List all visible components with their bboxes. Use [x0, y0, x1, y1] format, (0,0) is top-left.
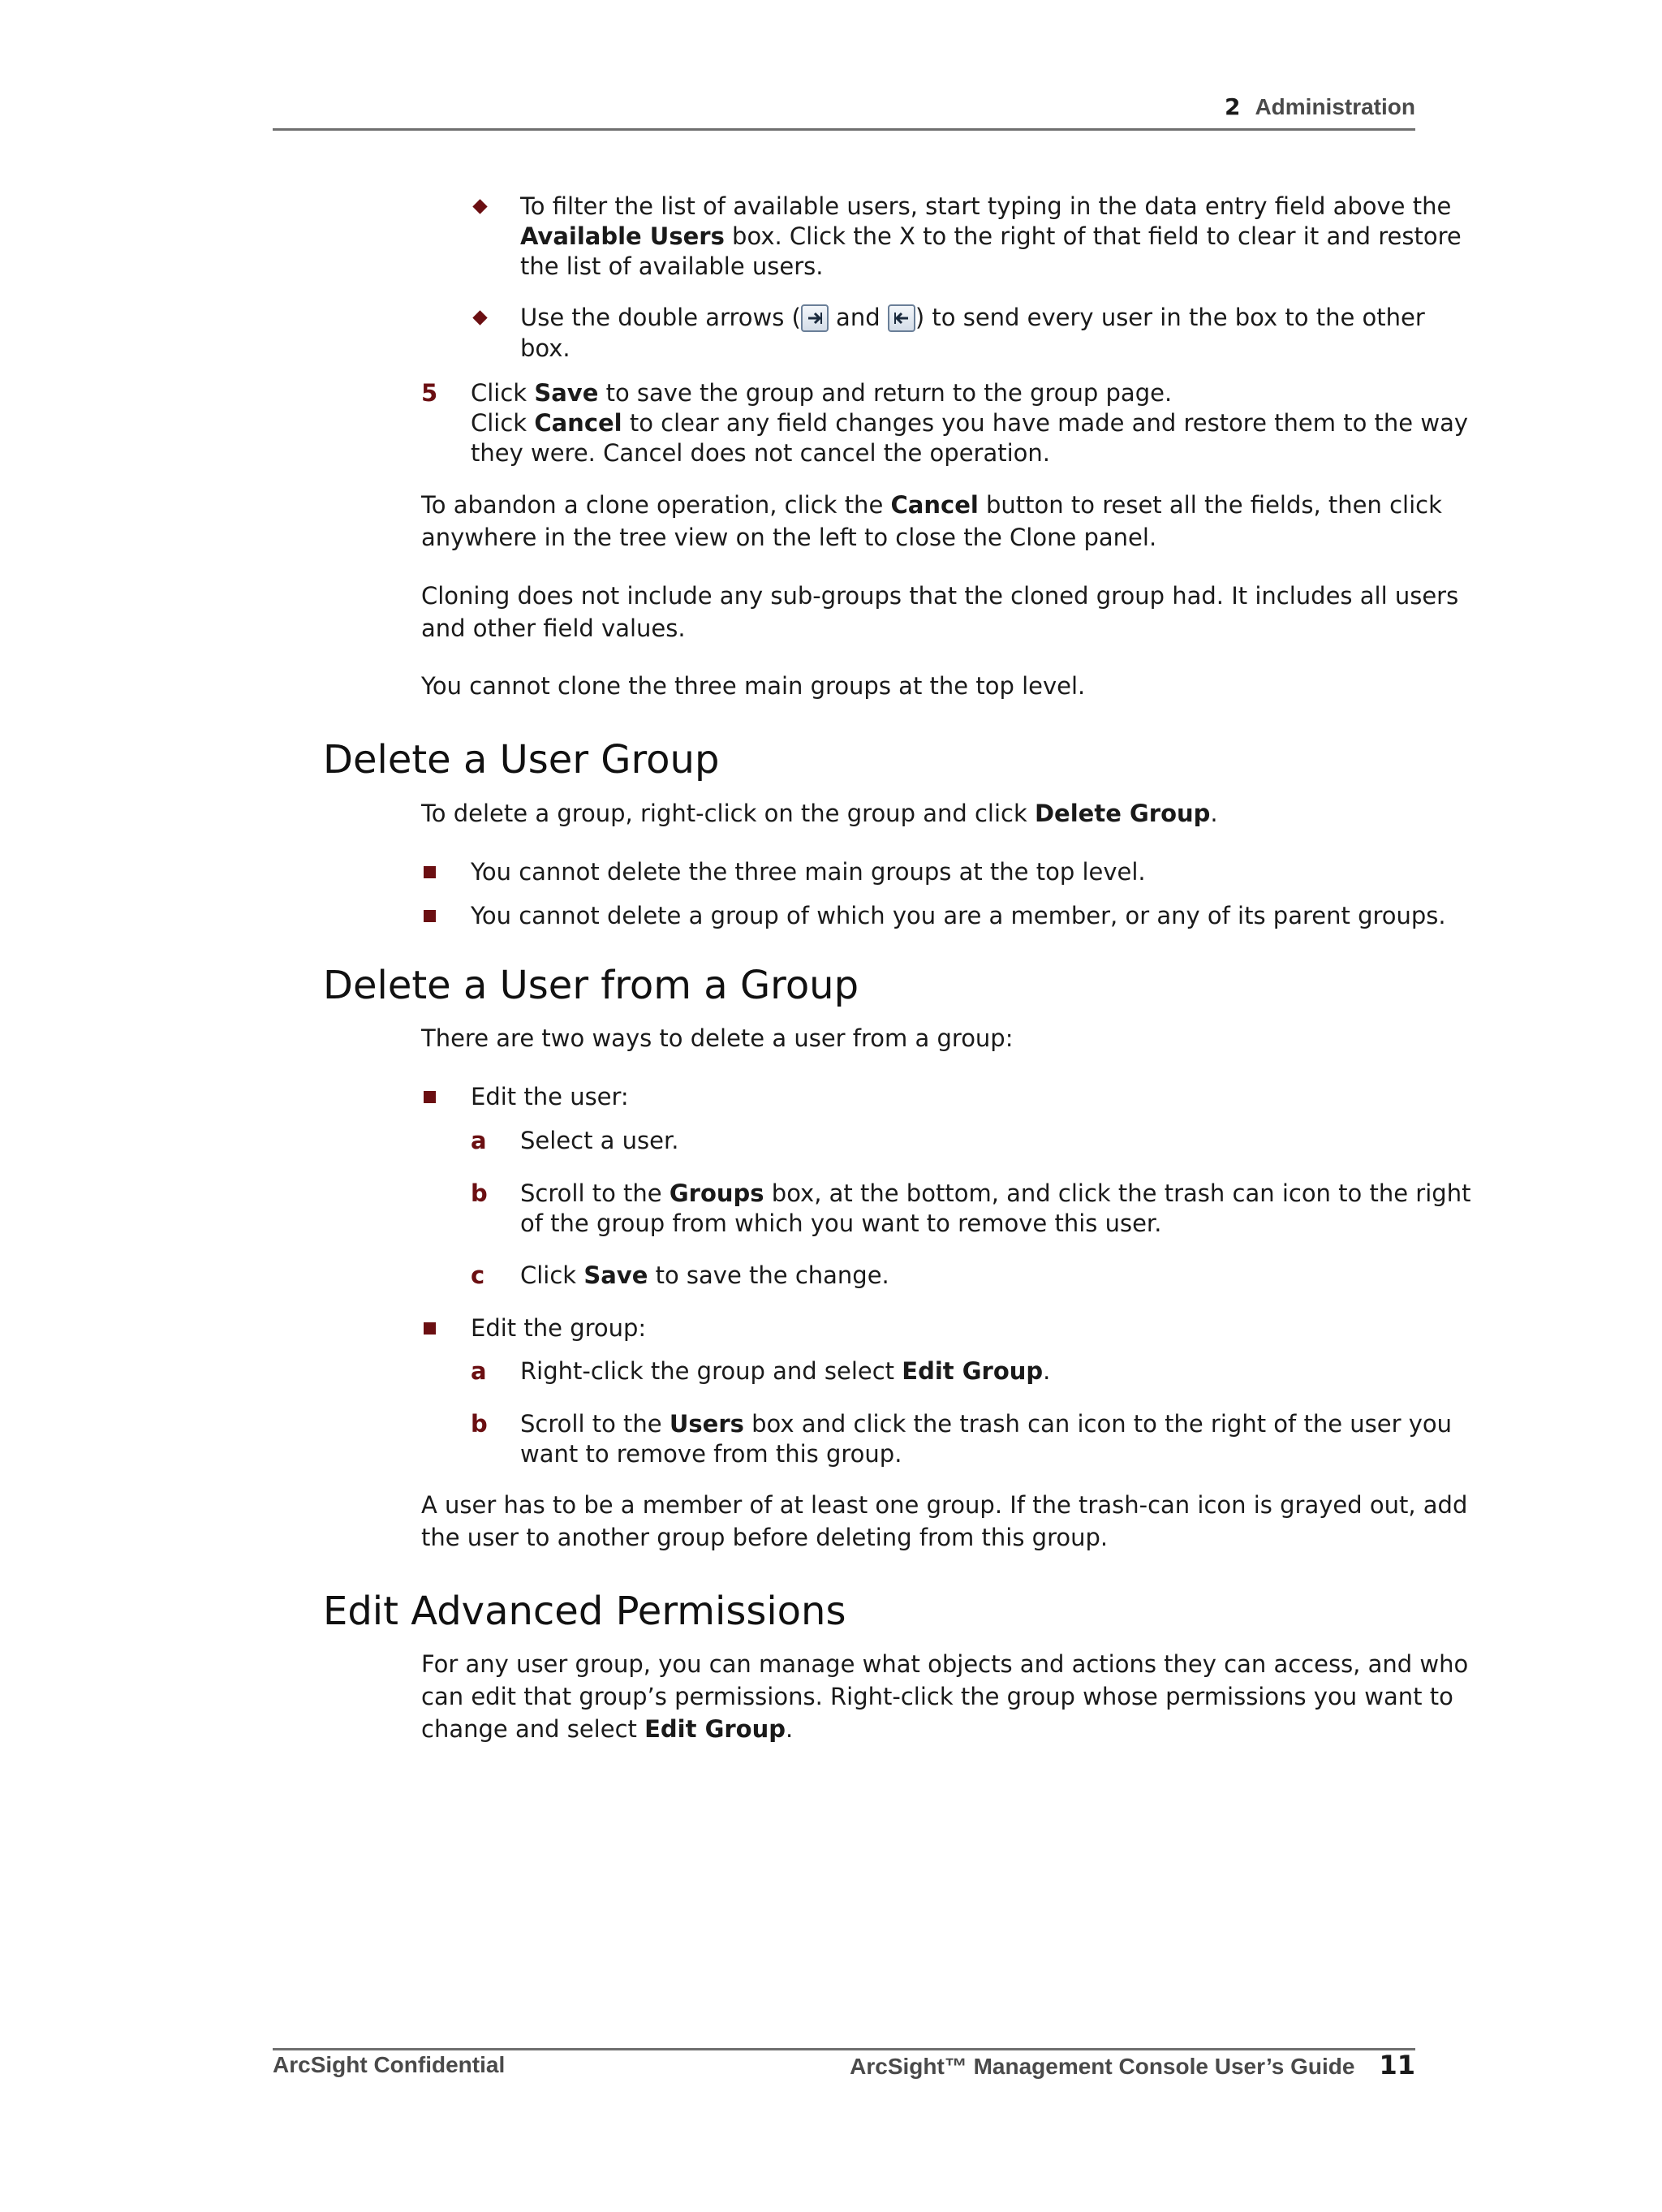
ui-term-available-users: Available Users	[520, 222, 725, 250]
substep-line: Scroll to the Groups box, at the bottom, and click the trash can icon to the right	[520, 1179, 1471, 1207]
bullet-line: To filter the list of available users, start typing in the data entry field above the	[520, 192, 1452, 220]
paragraph-line: Cloning does not include any sub-groups that the cloned group had. It includes all users	[421, 582, 1459, 610]
substep-marker: c	[471, 1261, 485, 1289]
bullet-line: Edit the group:	[471, 1314, 647, 1342]
section-heading: Edit Advanced Permissions	[323, 1589, 846, 1634]
paragraph-line: the user to another group before deleting from this group.	[421, 1524, 1109, 1551]
paragraph-line: anywhere in the tree view on the left to close the Clone panel.	[421, 524, 1157, 551]
paragraph-line: can edit that group’s permissions. Right-click the group whose permissions you want to	[421, 1683, 1453, 1710]
substep-line: Scroll to the Users box and click the trash can icon to the right of the user you	[520, 1410, 1453, 1438]
step-line: Click Cancel to clear any field changes you have made and restore them to the way	[471, 409, 1468, 437]
paragraph-line: change and select Edit Group.	[421, 1715, 794, 1743]
paragraph-line: and other field values.	[421, 614, 686, 642]
substep-line: Click Save to save the change.	[520, 1261, 889, 1289]
chapter-number: 2	[1224, 93, 1241, 120]
substep-marker: a	[471, 1357, 487, 1385]
square-bullet-icon	[424, 866, 436, 878]
paragraph-line: For any user group, you can manage what objects and actions they can access, and who	[421, 1650, 1469, 1678]
step-number: 5	[421, 379, 438, 407]
running-header	[273, 91, 1415, 123]
section-heading: Delete a User Group	[323, 737, 720, 783]
bullet-line: You cannot delete a group of which you are a member, or any of its parent groups.	[471, 902, 1446, 929]
step-line: Click Save to save the group and return to the group page.	[471, 379, 1173, 407]
paragraph-line: To delete a group, right-click on the group and click Delete Group.	[421, 800, 1218, 827]
substep-line: Select a user.	[520, 1127, 679, 1154]
step-line: they were. Cancel does not cancel the operation.	[471, 439, 1051, 467]
paragraph-line: To abandon a clone operation, click the Cancel button to reset all the fields, then click	[421, 491, 1442, 519]
square-bullet-icon	[424, 1322, 436, 1335]
substep-line: Right-click the group and select Edit Group.	[520, 1357, 1051, 1385]
bullet-line: Edit the user:	[471, 1083, 629, 1110]
bullet-line: Use the double arrows ( and ) to send every user in the box to the other	[520, 304, 1425, 331]
bullet-line: You cannot delete the three main groups at the top level.	[471, 858, 1146, 886]
substep-line: of the group from which you want to remove this user.	[520, 1209, 1162, 1237]
substep-line: want to remove from this group.	[520, 1440, 902, 1468]
diamond-bullet-icon	[472, 199, 487, 213]
double-arrow-right-icon	[801, 304, 829, 332]
chapter-title: Administration	[1255, 94, 1415, 119]
bullet-line: Available Users box. Click the X to the right of that field to clear it and restore	[520, 222, 1462, 250]
header-rule	[273, 128, 1415, 131]
substep-marker: b	[471, 1410, 488, 1438]
square-bullet-icon	[424, 910, 436, 922]
square-bullet-icon	[424, 1091, 436, 1103]
footer-guide-title: ArcSight™ Management Console User’s Guide 11	[850, 2050, 1415, 2080]
paragraph-line: A user has to be a member of at least one group. If the trash-can icon is grayed out, add	[421, 1491, 1468, 1519]
paragraph-line: You cannot clone the three main groups at the top level.	[421, 672, 1086, 700]
double-arrow-left-icon	[888, 304, 915, 332]
page-number: 11	[1379, 2050, 1415, 2080]
diamond-bullet-icon	[472, 310, 487, 325]
footer-confidential: ArcSight Confidential	[273, 2052, 506, 2077]
substep-marker: a	[471, 1127, 487, 1154]
section-heading: Delete a User from a Group	[323, 963, 859, 1008]
substep-marker: b	[471, 1179, 488, 1207]
paragraph-line: There are two ways to delete a user from a group:	[421, 1024, 1014, 1052]
bullet-line: the list of available users.	[520, 252, 824, 280]
bullet-line: box.	[520, 334, 571, 362]
